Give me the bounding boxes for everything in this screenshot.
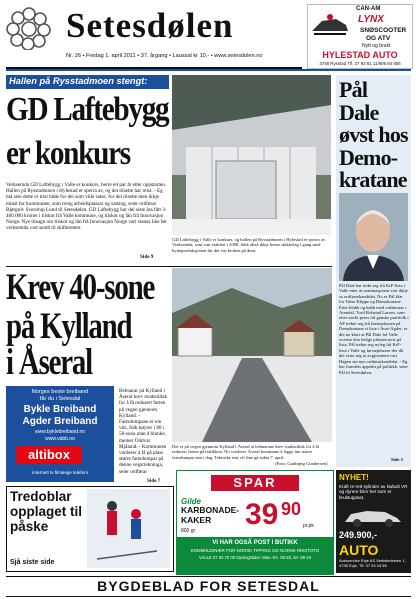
spar-unit: pr.pk — [303, 523, 314, 529]
ad-breiband-line1: Norges beste breiband — [31, 389, 89, 395]
promo-photo-skiers — [87, 489, 170, 568]
ad-breiband-url1: www.byklebreiband.no — [34, 429, 86, 435]
snowmobile-icon — [310, 11, 350, 37]
ad-address: 4748 Rysstad Tlf. 37 93 61 11/906 84 806 — [319, 61, 401, 66]
ad-breiband[interactable] — [6, 386, 114, 482]
ad-line-snoscooter: SNØSCOOTER — [360, 27, 407, 34]
side-story-body: Pål Dale har trekt seg frå KrF-lista i Valle etter at nominasjonen vart ikkje sa ordførarkandidat. No er Pål klar for Valse Klippe og Demokratane. Etter klabb og babb med ordførarar i Arendal, Toril Robstad Larsen, som etter sterkt press frå ganske partifolk i AP trekte seg frå førsteplassen på Demokratane si liste i Aust-Agder, er det no klart at Pål Dale frå Valle overtar den ledige plassen øvst på lista. Pål trekte seg nyleg frå KrF-lista i Valle og førsteplassen der då det viste seg at avgjorsmen vart Hagen sin nye ordførarkandidat. - Eg har framleis appetitt på politikk, seier Pål til Setesdølen. — [339, 283, 409, 375]
story1-caption: GD Laftebygg i Valle er konkurs, og hallen på Rysstadmoen i Hylestad er sperra av. Verksemda, som vart etablert i 2008, fekk altså ikkje kome skikkeleg i gang med hytteproduksjonen før det var kroken på døra. — [172, 237, 327, 253]
spar-product-brand: Gilde — [181, 497, 202, 506]
spar-foot2: KOMMISJONÆR FOR NORSK TIPPING OG NORSK RIKSTOTO — [190, 548, 320, 553]
side-story-page-ref[interactable]: Side 5 — [391, 457, 403, 462]
footer-banner — [6, 576, 411, 597]
auto-text: Kraft re-rett sylinder av kwbult VR og dyrere biler her som er bruktuppsat. — [339, 484, 408, 500]
spar-logo — [211, 475, 299, 491]
ad-breiband-line2: får du i Setesdal — [39, 396, 81, 402]
auto-price: 249.900,- — [339, 530, 378, 540]
story1-headline-line1[interactable]: GD Laftebygg — [6, 91, 169, 128]
masthead-title: Setesdølen — [66, 6, 234, 45]
ad-breiband-url2: www.vabb.no — [45, 436, 75, 442]
spar-foot3: VALLE 37 93 70 00 Opningstider: Man.-fre. 08-20, lør. 08-18 — [199, 555, 311, 560]
promo-headline: Tredoblar opplaget til påske — [10, 489, 82, 534]
promo-box[interactable] — [6, 486, 174, 572]
ad-hylestad-auto[interactable] — [307, 4, 413, 69]
ad-spar[interactable] — [176, 470, 334, 575]
spar-product: KARBONADE-KAKER — [181, 505, 240, 525]
auto-foot: Autoservice Evje AS Verkstedveien 1, 4735 Evje. Tlf: 37 93 15 55 — [339, 558, 406, 568]
story2-credit: (Foto: Gunbjørg Gundersen) — [275, 461, 328, 466]
story1-page-ref[interactable]: Side 9 — [140, 254, 154, 260]
masthead-meta: Nr. 26 • Fredag 1. april 2011 • 37. årgang • Laussal kr 10,- • www.setesdolen.no — [66, 53, 263, 59]
masthead-logo — [6, 6, 52, 50]
story1-photo-hall — [172, 75, 331, 235]
spar-price: 39 — [245, 498, 279, 531]
story2-caption: Det er på vegen gjennom Kylland i Åseral at bebuarane krev strakstiltak for å få redusert farten på trafikken. No vurderer Åseral kommune å legge inn større fartsdumpar enn i dag. Tekniske etat vil fine gå sukta 7. april. — [172, 444, 320, 460]
ad-company: HYLESTAD AUTO — [322, 50, 398, 60]
altibox-logo — [16, 446, 82, 464]
story1-kicker — [6, 75, 169, 89]
story1-kicker-text: Hallen på Rysstadmoen stengt: — [9, 76, 148, 86]
spar-weight: 800 gr. — [181, 528, 197, 534]
story1-headline-line2[interactable]: er konkurs — [6, 135, 130, 172]
auto-brand: AUTO — [339, 542, 379, 558]
story1-body: Verksemda GD Laftebygg i Valle er konkurs, berre eit par år etter oppstarten. Hallen på Rysstadmoen i Hylestad er sperra av, og det tilsette har reist. - Eg må seie dette er trist både for dei som ville satse, for dei tilsette men ikkje minst for kommunen, som treng arbeidsplassar og satsing, seier ordførar Bjørgulv Sverdrup Lund til Setesdølen. GD Laftebygg har dei siste åra fått 3-400.000 kroner i tilskot frå Valle kommune, og tilskot og lån frå Innovasjon Norge. Nye tilsagn om tilskot og lån frå Innovasjon Norge vart stansa like før verksemda vart sendt til skifteretten. — [6, 182, 167, 232]
side-story-headline: Pål Dale øvst hos Demo-kratane — [339, 77, 408, 192]
side-story-box[interactable] — [336, 75, 411, 467]
story2-body: Bebuarar på Kylland i Åseral krev strakstiltak for å få redusert farten på vegen gjennom Kylland. - Fartsdumpane er ein vits, folk køyrer i 80 i 50-sona utan å blunke, meiner Oddvar Mjåland. - Kommunen vurderer å få på plass større fartsdumpar på denne vegstrekninga, seier ordførar — [119, 388, 168, 474]
story2-page-ref[interactable]: Side 7 — [147, 478, 161, 484]
spar-footer — [177, 537, 333, 574]
story2-photo-road — [172, 268, 332, 442]
ad-breiband-foot: internett tv filmleige telefoni — [32, 470, 88, 475]
story2-headline-line1[interactable]: Krev 40-sone — [6, 267, 155, 308]
spar-price-decimals: 90 — [281, 499, 302, 519]
spar-foot1: VI HAR OGSÅ POST I BUTIKK — [212, 540, 298, 546]
promo-tag: Sjå siste side — [10, 559, 55, 566]
ad-brand-lynx: LYNX — [358, 14, 384, 25]
footer-banner-text: BYGDEBLAD FOR SETESDAL — [97, 578, 320, 594]
ad-brand-canam: CAN-AM — [356, 6, 381, 12]
ad-breiband-brand1: Bykle Breiband — [23, 404, 97, 415]
car-icon — [341, 506, 405, 528]
side-story-portrait — [339, 193, 408, 281]
masthead-blue-rule — [6, 69, 411, 71]
ad-line-atv: OG ATV — [366, 35, 391, 42]
ad-auto[interactable] — [336, 470, 411, 573]
ad-line-nytt: Nytt og brukt — [362, 43, 391, 49]
altibox-logo-text: altibox — [28, 447, 70, 462]
story2-headline-line2[interactable]: på Kylland — [6, 306, 132, 347]
ad-breiband-brand2: Agder Breiband — [22, 416, 98, 427]
spar-logo-text: SPAR — [233, 475, 277, 490]
story2-headline-line3[interactable]: i Åseral — [6, 342, 93, 383]
auto-tag: NYHET! — [339, 473, 369, 482]
